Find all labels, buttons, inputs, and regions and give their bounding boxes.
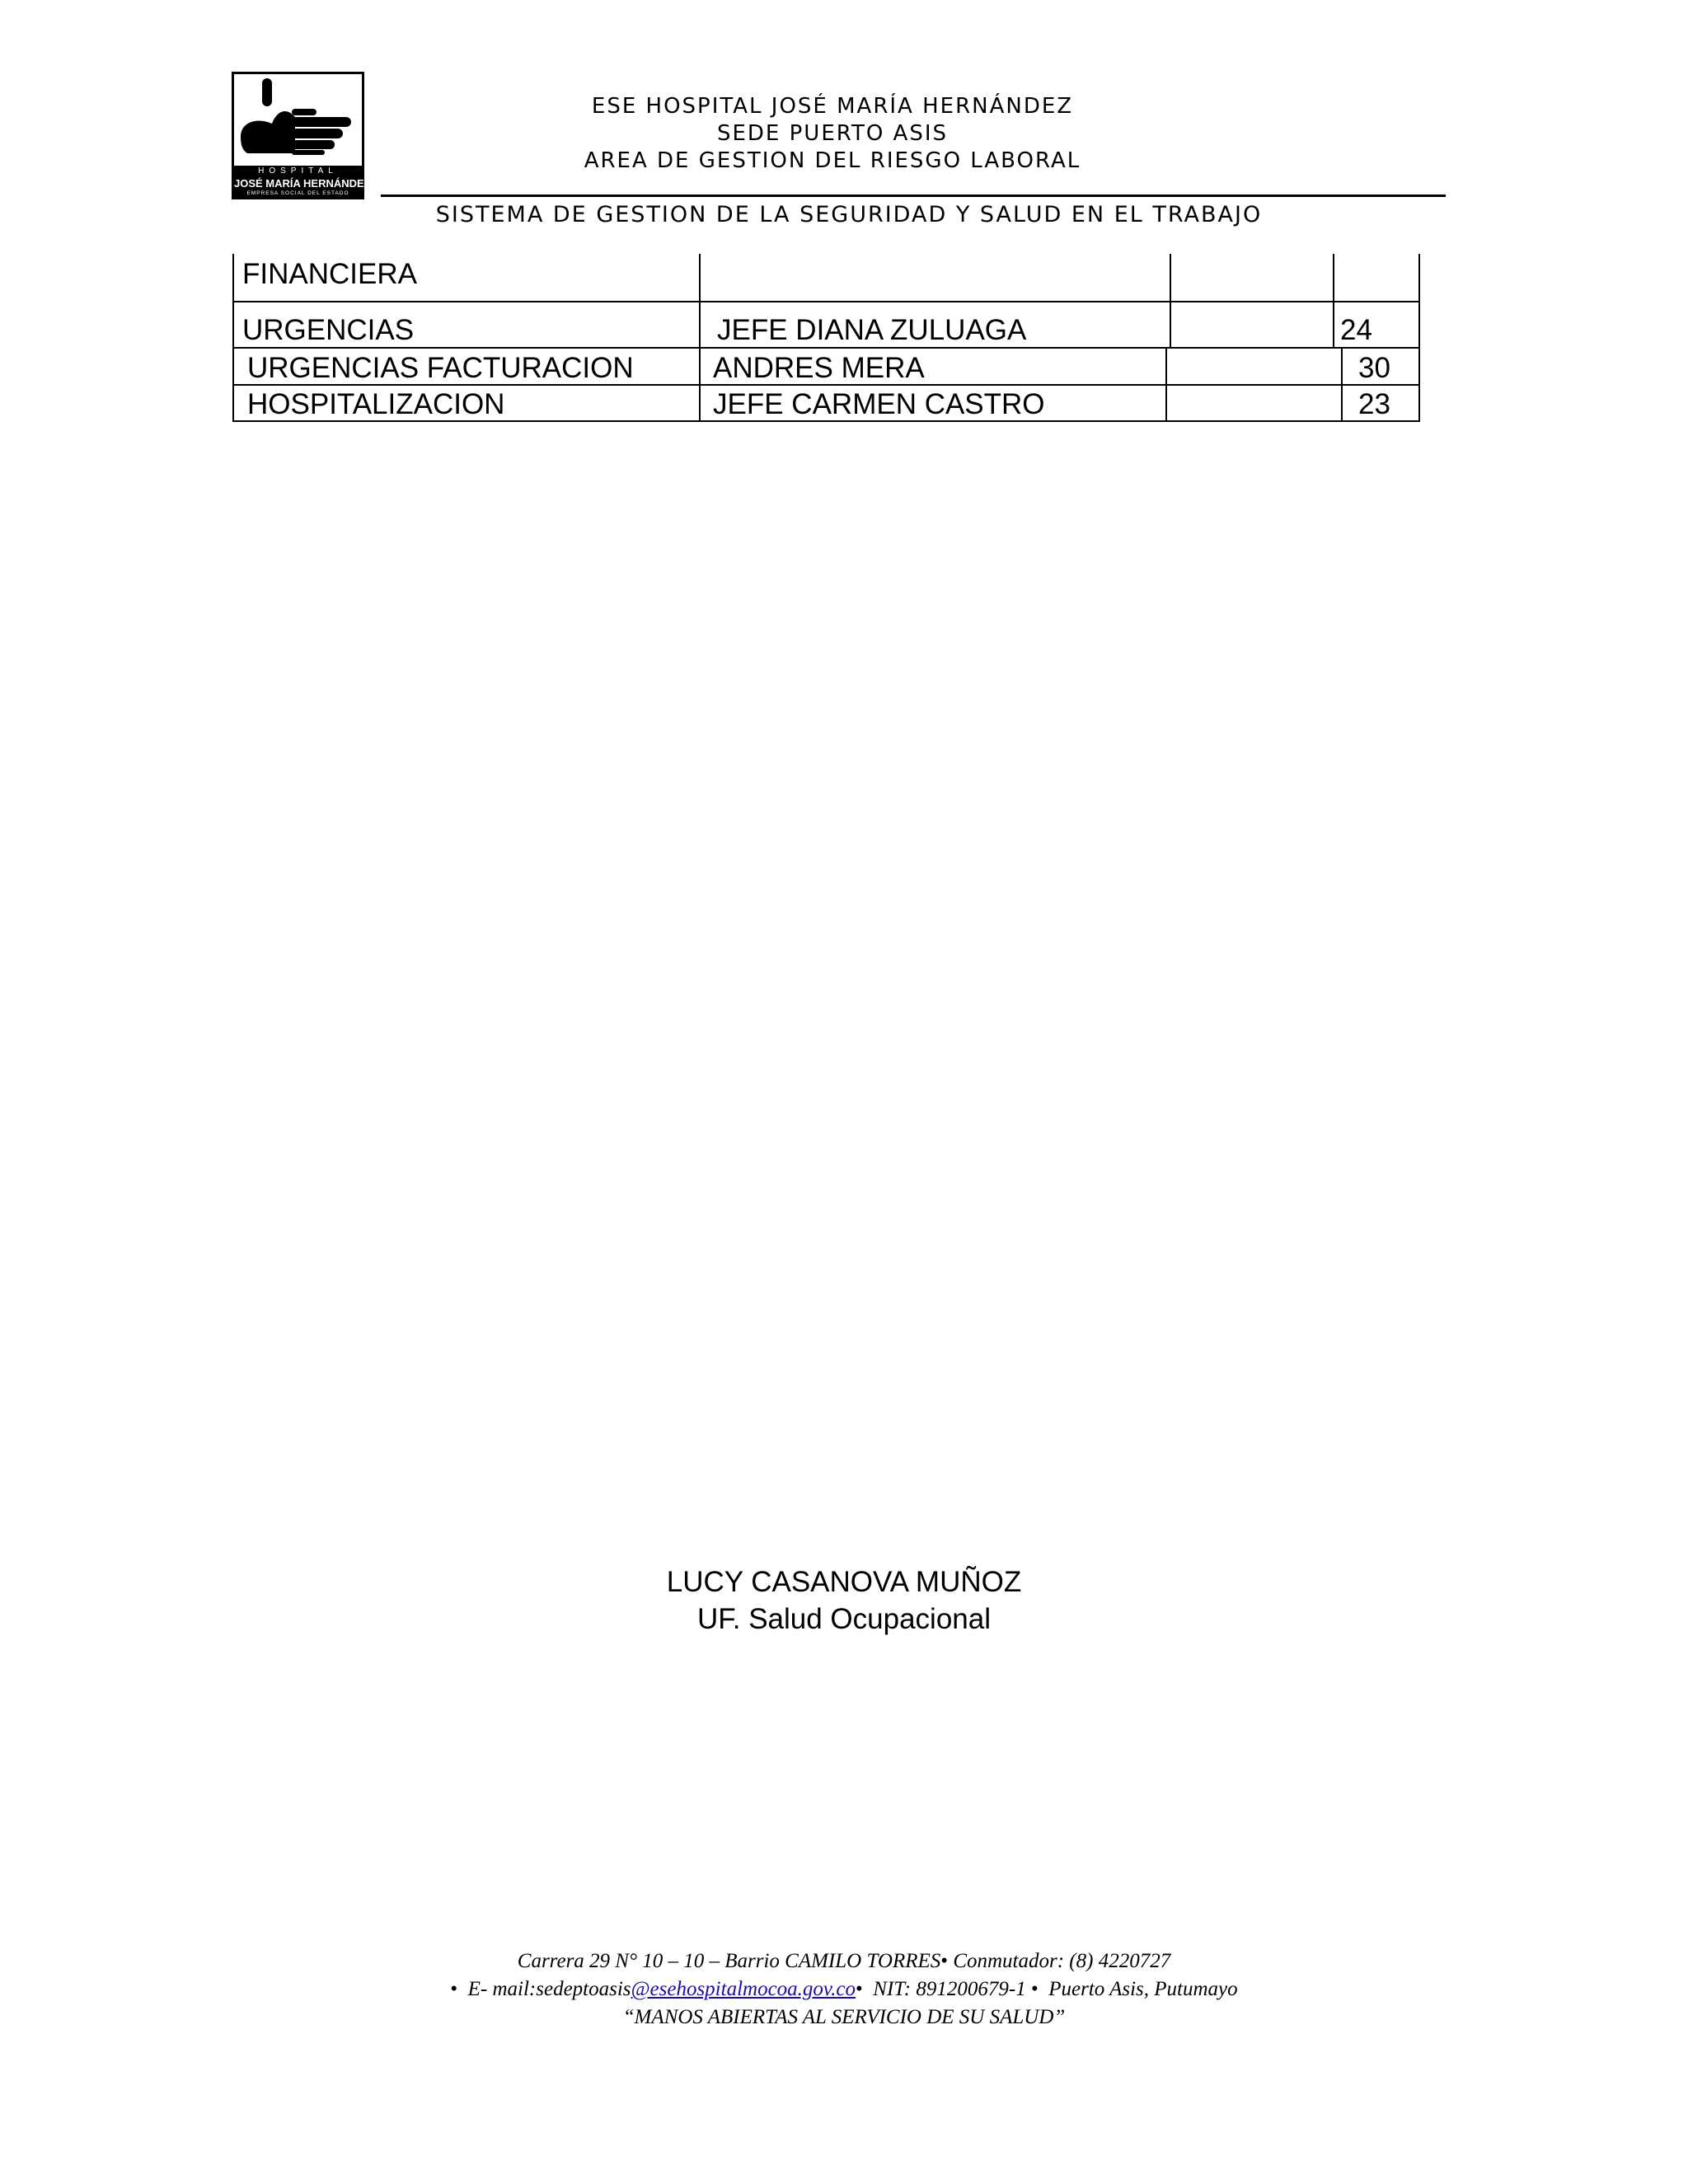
table-cell-area: FINANCIERA [242,258,417,290]
table-col-divider [699,254,701,422]
footer-slogan: “MANOS ABIERTAS AL SERVICIO DE SU SALUD” [622,2006,1066,2028]
footer-nit: NIT: 891200679-1 [873,1978,1026,2000]
table-border-left [232,254,234,422]
table-cell-area: HOSPITALIZACION [247,388,505,420]
table-cell-count: 30 [1358,352,1390,384]
header-hospital-name: ESE HOSPITAL JOSÉ MARÍA HERNÁNDEZ [591,94,1074,119]
logo-tagline-text: EMPRESA SOCIAL DEL ESTADO [246,190,349,196]
hospital-logo [232,72,371,199]
footer-address-line [0,1950,1688,1973]
bullet-icon: • [1030,1978,1039,2000]
table-border-bottom [232,420,1420,422]
table-row-divider [232,301,1420,302]
bullet-icon: • [940,1950,949,1972]
footer-phone: Conmutador: (8) 4220727 [948,1950,1171,1972]
logo-hospital-text: HOSPITAL [258,166,338,176]
table-cell-responsable: JEFE DIANA ZULUAGA [717,314,1027,346]
header-sede: SEDE PUERTO ASIS [716,121,949,146]
table-cell-responsable: JEFE CARMEN CASTRO [713,388,1045,420]
open-hand-icon [234,74,362,165]
logo-name-text: JOSÉ MARÍA HERNÁNDEZ [234,177,371,190]
table-cell-count: 23 [1358,388,1390,420]
bullet-icon: • [450,1978,458,2000]
bullet-icon: • [856,1978,863,2000]
header-area: AREA DE GESTION DEL RIESGO LABORAL [584,148,1081,173]
header-system-title: SISTEMA DE GESTION DE LA SEGURIDAD Y SALUD EN EL TRABAJO [435,202,1263,227]
table-cell-area: URGENCIAS [242,314,415,346]
footer-address: Carrera 29 N° 10 – 10 – Barrio CAMILO TORRES [517,1950,941,1972]
header-divider [381,194,1446,197]
table-row-divider [232,347,1420,349]
footer-city: Puerto Asis, Putumayo [1048,1978,1238,2000]
table-border-right [1418,254,1420,422]
table-cell-area: URGENCIAS FACTURACION [247,352,634,384]
footer-email-prefix: E- mail:sedeptoasis [467,1978,631,2000]
footer-contact-line [0,1978,1688,2001]
table-cell-count: 24 [1340,314,1372,346]
signatory-name: LUCY CASANOVA MUÑOZ [666,1566,1022,1598]
signatory-title: UF. Salud Ocupacional [696,1603,992,1635]
table-row-divider [232,384,1420,386]
footer-email-link[interactable]: @esehospitalmocoa.gov.co [631,1978,856,2000]
table-cell-responsable: ANDRES MERA [713,352,925,384]
